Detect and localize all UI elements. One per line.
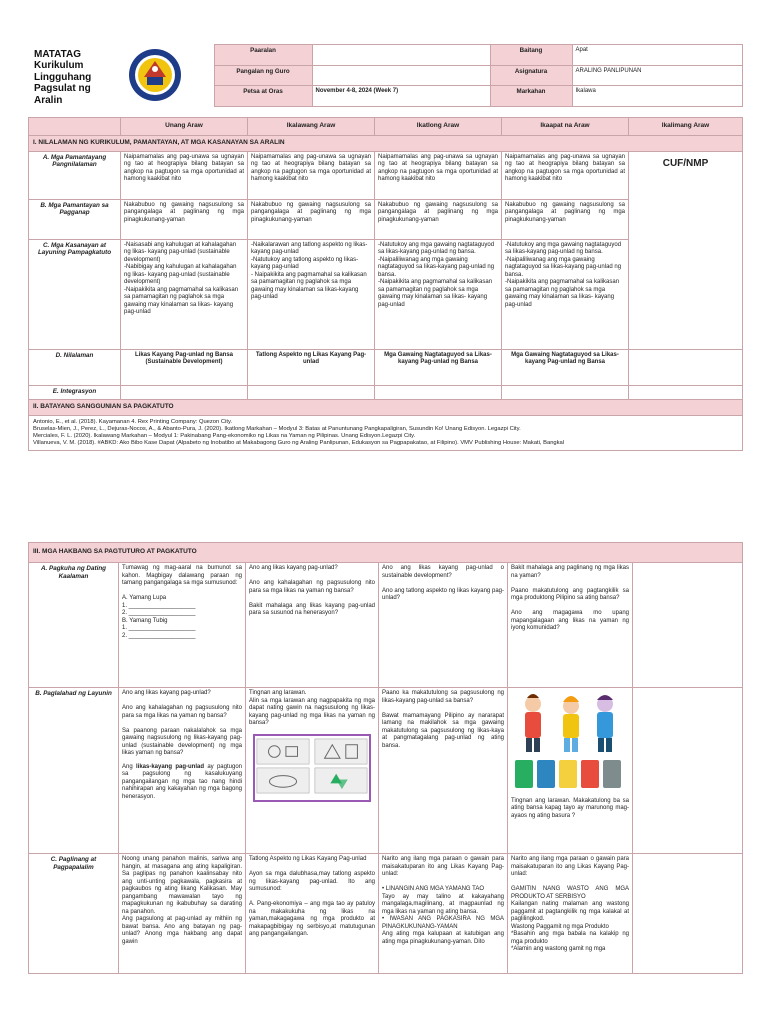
references: [29, 415, 743, 451]
cell-paragraph: Ano ang likas kayang pag-unlad? Ano ang kahalagahan ng pagsusulong nito para sa mga likas na yaman ng bansa? Sa paanong paraan nakalalahok sa mga gawaing nagsusulong ng likas-kayang pag-unlad (sustainable development) ng mga likas yaman ng bansa?: [122, 690, 242, 756]
cell-text: Paano ka makatutulong sa pagsusulong ng likas-kayang pag-unlad sa bansa? Bawat mamamayang Pilipino ay nararapat lamang na makilahok sa mga gawaing makatutulong sa pagsusulong ng likas-kaya at pangmatagalang pag-unlad ng ating bansa.: [379, 688, 508, 854]
asignatura-label: Asignatura: [490, 65, 572, 86]
cell-paragraph: Tingnan ang larawan. Makakatulong ba sa ating bansa kapag tayo ay marunong mag-ayaos ng ating basura ?: [511, 797, 629, 819]
section-two-title: II. BATAYANG SANGGUNIAN SA PAGKATUTO: [29, 399, 743, 415]
guro-label: Pangalan ng Guro: [214, 65, 312, 86]
cell-text: Tumawag ng mag-aaral na bumunot sa kahon. Magbigay dalawang paraan ng tamang pangangalaga sa mga sumusunod: A. Yamang Lupa 1. ____________________ 2. ____________________ B. Yamang Tubig 1. ____________________ 2. ____________________: [119, 563, 246, 688]
page-title: MATATAG Kurikulum Lingguhang Pagsulat ng Aralin: [34, 48, 92, 106]
page-two: [0, 542, 768, 974]
empty-cell: [633, 688, 743, 854]
cell-text: Naipamamalas ang pag-unawa sa ugnayan ng tao at heograpiya bilang batayan sa angkop na pagtugon sa mga oportunidad at hamong kaakibat nito: [502, 151, 629, 199]
empty-cell: [633, 854, 743, 974]
header-title: [28, 45, 124, 107]
empty-cell: [633, 563, 743, 688]
reference-item: Merciales, F. L. (2020). Ikalawang Markahan – Modyul 1: Pakinabang Pang-ekonomiko ng Likas na Yaman ng Pilipinas. Unang Edisyon.Legazpi City.: [33, 432, 416, 439]
empty-cell: [629, 349, 743, 385]
cell-text: Ano ang likas kayang pag-unlad o sustainable development? Ano ang tatlong aspekto ng likas kayang pag-unlad?: [379, 563, 508, 688]
cell-text: Tatlong Aspekto ng Likas Kayang Pag-unlad Ayon sa mga dalubhasa,may tatlong aspekto ng likas-kayang pag-unlad. Ito ang sumusunod: A. Pang-ekonomiya – ang mga tao ay patuloy na makakukuha ng likas na yaman,makagagawa ng mga produkto at makapagbibigay ng serbisyo,at matutugunan ang pangangailangan.: [246, 854, 379, 974]
baitang-value: Apat: [572, 45, 742, 66]
cell-text: Nakabubuo ng gawaing nagsusulong sa pangangalaga at paglinang ng mga pinagkukunang-yaman: [248, 199, 375, 239]
baitang-label: Baitang: [490, 45, 572, 66]
bold-term: likas-kayang pag-unlad: [136, 763, 204, 770]
deped-seal: [124, 45, 214, 107]
row-label: A. Mga Pamantayang Pangnilalaman: [29, 151, 121, 199]
reference-item: Antonio, E., et al. (2018). Kayamanan 4. Rex Printing Company: Quezon City.: [33, 418, 233, 425]
text-span: Ang: [122, 763, 136, 770]
day-header: Unang Araw: [121, 117, 248, 135]
markahan-label: Markahan: [490, 86, 572, 107]
reference-item: Villanueva, V. M. (2018). #ABKD: Ako Bibo Kase Dapat (Alpabeto ng Inobatibo at Makabagong Guro ng Araling Panlipunan, Edukasyon sa Pagpapakatao, at Filipino). VMV Publishing House: Makati, Bangkal: [33, 440, 565, 447]
petsa-value: November 4-8, 2024 (Week 7): [312, 86, 490, 107]
section-three-title: III. MGA HAKBANG SA PAGTUTURO AT PAGKATUTO: [29, 543, 743, 563]
day-header: Ikalawang Araw: [248, 117, 375, 135]
cell-text: Nakabubuo ng gawaing nagsusulong sa pangangalaga at paglinang ng mga pinagkukunang-yaman: [375, 199, 502, 239]
day-header: Ikatlong Araw: [375, 117, 502, 135]
cell-text: [508, 688, 633, 854]
content-title: Mga Gawaing Nagtataguyod sa Likas-kayang Pag-unlad ng Bansa: [375, 349, 502, 385]
waste-segregation-illustration-icon: [511, 690, 625, 794]
cell-paragraph: [122, 764, 242, 802]
cell-text: Nakabubuo ng gawaing nagsusulong sa pangangalaga at paglinang ng mga pinagkukunang-yaman: [121, 199, 248, 239]
cell-text: Ano ang likas kayang pag-unlad? Ano ang kahalagahan ng pagsusulong nito para sa mga likas na yaman ng bansa? Bakit mahalaga ang likas kayang pag-unlad para sa susunod na henerasyon?: [246, 563, 379, 688]
empty-cell: [121, 385, 248, 399]
cell-text: Narito ang ilang mga paraan o gawain para maisakatuparan ito ang Likas Kayang Pag-unlad: GAMITIN NANG WASTO ANG MGA PRODUKTO AT SERBISYO Kailangan nating malaman ang wastong paggamit at pagtangkilik ng mga kalakal at paglilingkod. Wastong Paggamit ng mga Produkto *Basahin ang mga babala na kalakip ng mga produkto *Alamin ang wastong gamit ng mga: [508, 854, 633, 974]
procedure-table: [28, 542, 743, 974]
paaralan-label: Paaralan: [214, 45, 312, 66]
cell-text: Naipamamalas ang pag-unawa sa ugnayan ng tao at heograpiya bilang batayan sa angkop na pagtugon sa mga oportunidad at hamong kaakibat nito: [375, 151, 502, 199]
empty-cell: [375, 385, 502, 399]
row-label: D. Nilalaman: [29, 349, 121, 385]
content-title: Likas Kayang Pag-unlad ng Bansa (Sustainable Development): [121, 349, 248, 385]
activity-image: [253, 734, 371, 802]
cell-text: Nakabubuo ng gawaing nagsusulong sa pangangalaga at paglinang ng mga pinagkukunang-yaman: [502, 199, 629, 239]
cell-text: -Naisasabi ang kahulugan at kahalagahan ng likas- kayang pag-unlad (sustainable development) -Nabibigay ang kahulugan at kahalagahan ng likas- kayang pag-unlad (sustainable development) -Naipakikita ang pagmamahal sa kalikasan sa pamamagitan ng paglahok sa mga gawaing may kinalaman sa likas- kayang pag-unlad: [121, 239, 248, 349]
row-label: C. Paglinang at Pagpapalalim: [29, 854, 119, 974]
asignatura-value: ARALING PANLIPUNAN: [572, 65, 742, 86]
page-one: [0, 44, 768, 451]
petsa-label: Petsa at Oras: [214, 86, 312, 107]
cell-text: -Natutukoy ang mga gawaing nagtataguyod sa likas-kayang pag-unlad ng bansa. -Naipaliliwanag ang mga gawaing nagtataguyod sa likas-kayang pag-unlad ng bansa. -Naipakikita ang pagmamahal sa kalikasan sa pamamagitan ng paglahok sa mga gawaing may kinalaman sa likas- kayang pag-unlad: [502, 239, 629, 349]
section-one-title: I. NILALAMAN NG KURIKULUM, PAMANTAYAN, AT MGA KASANAYAN SA ARALIN: [29, 135, 743, 151]
cuf-nmp-label: CUF/NMP: [629, 151, 743, 349]
curriculum-table: [28, 117, 743, 452]
cell-text: -Natutukoy ang mga gawaing nagtataguyod sa likas-kayang pag-unlad ng bansa. -Naipaliliwanag ang mga gawaing nagtataguyod sa likas-kayang pag-unlad ng bansa. -Naipakikita ang pagmamahal sa kalikasan sa pamamagitan ng paglahok sa mga gawaing may kinalaman sa likas- kayang pag-unlad: [375, 239, 502, 349]
cell-text: Bakit mahalaga ang paglinang ng mga likas na yaman? Paano makatutulong ang pagtangkilik sa mga produktong Pilipino sa ating bansa? Ano ang magagawa mo upang mapangalagaan ang likas na yaman ng iyong komunidad?: [508, 563, 633, 688]
cell-paragraph: Tingnan ang larawan. Alin sa mga larawan ang nagpapakita ng mga dapat nating gawin na nagsusulong ng likas-kayang pag-unlad ng mga likas na yaman ng bansa?: [249, 690, 375, 726]
row-label: B. Paglalahad ng Layunin: [29, 688, 119, 854]
empty-cell: [248, 385, 375, 399]
paaralan-value: [312, 45, 490, 66]
cell-text: -Naikalarawan ang tatlong aspekto ng likas-kayang pag-unlad -Natutukoy ang tatlong aspekto ng likas- kayang pag-unlad - Naipakikita ang pagmamahal sa kalikasan sa pamamagitan ng paglahok sa mga gawaing may kinalaman sa likas-kayang pag-unlad: [248, 239, 375, 349]
cell-text: Noong unang panahon malinis, sariwa ang hangin, at masagana ang ating kapaligiran. Sa paglipas ng panahon kaalinsabay nito ang unti-unting pagkawala, pagkasira at pagkaubos ng ating likang Kalikasan. May pangambang mawawalan tayo ng mapagkukunan ng ikabubuhay sa darating na panahon. Ang pagsulong at pag-unlad ay mithiin ng bawat bansa. Ano ang batayan ng pag-unlad? Anong mga hakbang ang dapat gawin: [119, 854, 246, 974]
row-label: B. Mga Pamantayan sa Pagganap: [29, 199, 121, 239]
days-corner: [29, 117, 121, 135]
day-header: Ikaapat na Araw: [502, 117, 629, 135]
content-title: Tatlong Aspekto ng Likas Kayang Pag-unlad: [248, 349, 375, 385]
text-span: ay pagtugon sa pagsulong ng kasalukuyang pangangailangan ng mga tao nang hindi nahihirapan ang kakayahan ng mga bagong henerasyon.: [122, 763, 242, 800]
row-label: E. Integrasyon: [29, 385, 121, 399]
recycling-illustration-icon: [255, 736, 369, 796]
row-label: C. Mga Kasanayan at Layuning Pampagkatuto: [29, 239, 121, 349]
empty-cell: [629, 385, 743, 399]
guro-value: [312, 65, 490, 86]
empty-cell: [502, 385, 629, 399]
cell-text: Narito ang ilang mga paraan o gawain para maisakatuparan ito ang Likas Kayang Pag-unlad: • LINANGIN ANG MGA YAMANG TAO Tayo ay may talino at kakayahang mangalaga,magilinang, at magpaunlad ng mga likas na yaman ng ating bansa. • IWASAN ANG PAGKASIRA NG MGA PINAGKUKUNANG-YAMAN Ang ating mga kalupaan at katubigan ang ating mga pinagkukunang-yaman. Dito: [379, 854, 508, 974]
cell-text: [119, 688, 246, 854]
content-title: Mga Gawaing Nagtataguyod sa Likas-kayang Pag-unlad ng Bansa: [502, 349, 629, 385]
cell-text: [246, 688, 379, 854]
reference-item: Bruselas-Mien, J., Perez, L., Dejuras-Nocos, A., & Abanto-Pura, J. (2020). Ikatlong Markahan – Modyul 3: Batas at Panuntunang Pangkapaligiran, Susundin Ko! Unang Edisyon. Legazpi City.: [33, 425, 521, 432]
row-label: A. Pagkuha ng Dating Kaalaman: [29, 563, 119, 688]
header-table: [28, 44, 743, 107]
day-header: Ikalimang Araw: [629, 117, 743, 135]
cell-text: Naipamamalas ang pag-unawa sa ugnayan ng tao at heograpiya bilang batayan sa angkop na pagtugon sa mga oportunidad at hamong kaakibat nito: [121, 151, 248, 199]
deped-seal-icon: [126, 47, 184, 103]
markahan-value: Ikalawa: [572, 86, 742, 107]
cell-text: Naipamamalas ang pag-unawa sa ugnayan ng tao at heograpiya bilang batayan sa angkop na pagtugon sa mga oportunidad at hamong kaakibat nito: [248, 151, 375, 199]
